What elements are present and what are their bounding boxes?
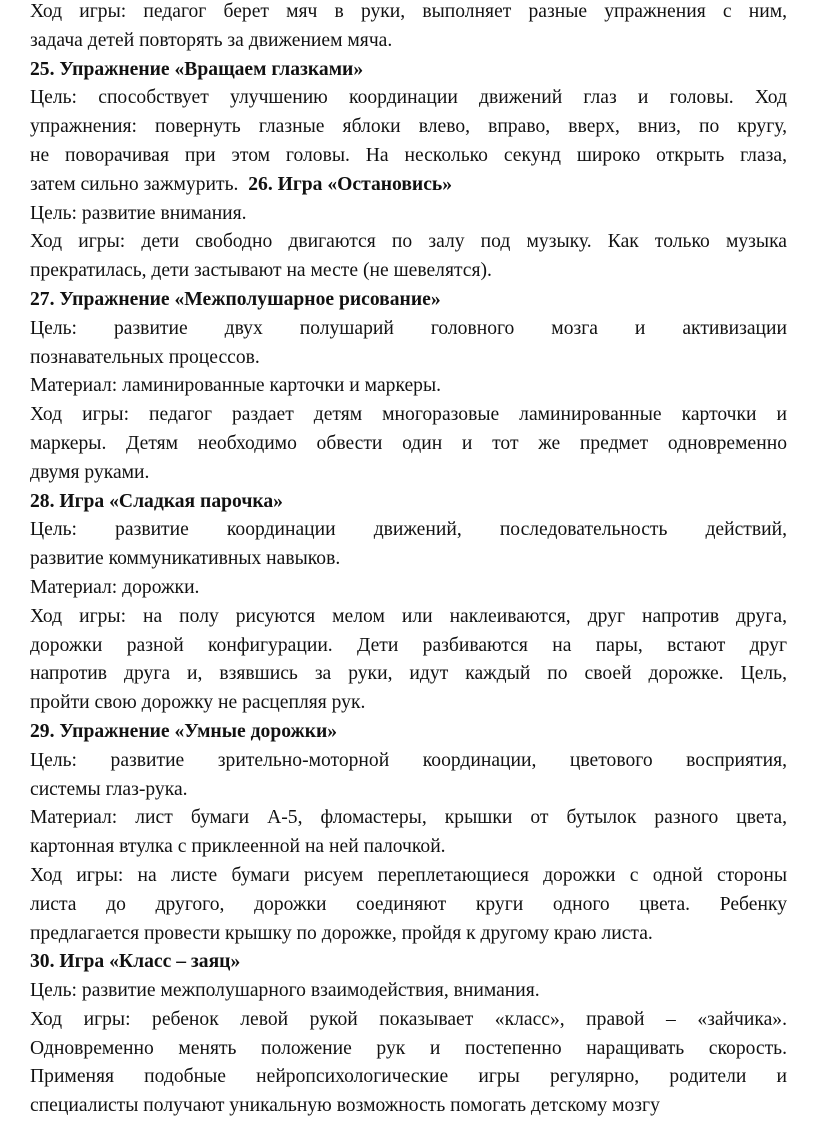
text-line: листа до другого, дорожки соединяют круги одного цвета. Ребенку <box>30 893 787 915</box>
text-line: задача детей повторять за движением мяча. <box>30 29 393 51</box>
section-heading-27: 27. Упражнение «Межполушарное рисование» <box>30 288 441 310</box>
text-line: Цель: развитие внимания. <box>30 202 247 224</box>
text-line: познавательных процессов. <box>30 346 260 368</box>
text-line: Ход игры: педагог раздает детям многоразовые ламинированные карточки и <box>30 404 787 426</box>
text-line: напротив друга и, взявшись за руки, идут каждый по своей дорожке. Цель, <box>30 663 787 685</box>
text-line: дорожки разной конфигурации. Дети разбиваются на пары, встают друг <box>30 634 787 656</box>
text-line: Цель: способствует улучшению координации движений глаз и головы. Ход <box>30 87 787 109</box>
text-line: маркеры. Детям необходимо обвести один и тот же предмет одновременно <box>30 432 787 454</box>
text-line: Ход игры: дети свободно двигаются по залу под музыку. Как только музыка <box>30 231 787 253</box>
text-line: упражнения: повернуть глазные яблоки влево, вправо, вверх, вниз, по кругу, <box>30 116 787 138</box>
section-heading-29: 29. Упражнение «Умные дорожки» <box>30 720 338 742</box>
text-line: специалисты получают уникальную возможность помогать детскому мозгу <box>30 1095 660 1117</box>
section-heading-26: 26. Игра «Остановись» <box>248 173 453 195</box>
text-line: Цель: развитие двух полушарий головного мозга и активизации <box>30 317 787 339</box>
text-line: прекратилась, дети застывают на месте (не шевелятся). <box>30 260 492 282</box>
section-heading-30: 30. Игра «Класс – заяц» <box>30 951 241 973</box>
text-line: Одновременно менять положение рук и постепенно наращивать скорость. <box>30 1037 787 1059</box>
text-line: Материал: лист бумаги А-5, фломастеры, крышки от бутылок разного цвета, <box>30 807 787 829</box>
text-line-mixed <box>30 171 787 200</box>
section-heading-28: 28. Игра «Сладкая парочка» <box>30 490 283 512</box>
text-line: пройти свою дорожку не расцепляя рук. <box>30 692 366 714</box>
text-line: Материал: ламинированные карточки и маркеры. <box>30 375 442 397</box>
text-line: Цель: развитие координации движений, последовательность действий, <box>30 519 787 541</box>
text-line: Цель: развитие межполушарного взаимодействия, внимания. <box>30 980 540 1002</box>
text-line: развитие коммуникативных навыков. <box>30 548 341 570</box>
text-line: картонная втулка с приклеенной на ней палочкой. <box>30 836 446 858</box>
text-line: не поворачивая при этом головы. На несколько секунд широко открыть глаза, <box>30 144 787 166</box>
text-line: Ход игры: ребенок левой рукой показывает «класс», правой – «зайчика». <box>30 1008 787 1030</box>
section-heading-25: 25. Упражнение «Вращаем глазками» <box>30 58 364 80</box>
text-line: Ход игры: педагог берет мяч в руки, выполняет разные упражнения с ним, <box>30 1 787 22</box>
text-segment: затем сильно зажмурить. <box>30 173 239 195</box>
text-line: Ход игры: на полу рисуются мелом или наклеиваются, друг напротив друга, <box>30 605 787 627</box>
text-line: двумя руками. <box>30 461 150 483</box>
text-line: системы глаз-рука. <box>30 778 188 800</box>
text-line: Материал: дорожки. <box>30 576 200 598</box>
text-line: предлагается провести крышку по дорожке, пройдя к другому краю листа. <box>30 922 653 944</box>
text-line: Цель: развитие зрительно-моторной координации, цветового восприятия, <box>30 749 787 771</box>
text-line: Применяя подобные нейропсихологические игры регулярно, родители и <box>30 1066 787 1088</box>
text-line: Ход игры: на листе бумаги рисуем переплетающиеся дорожки с одной стороны <box>30 864 787 886</box>
